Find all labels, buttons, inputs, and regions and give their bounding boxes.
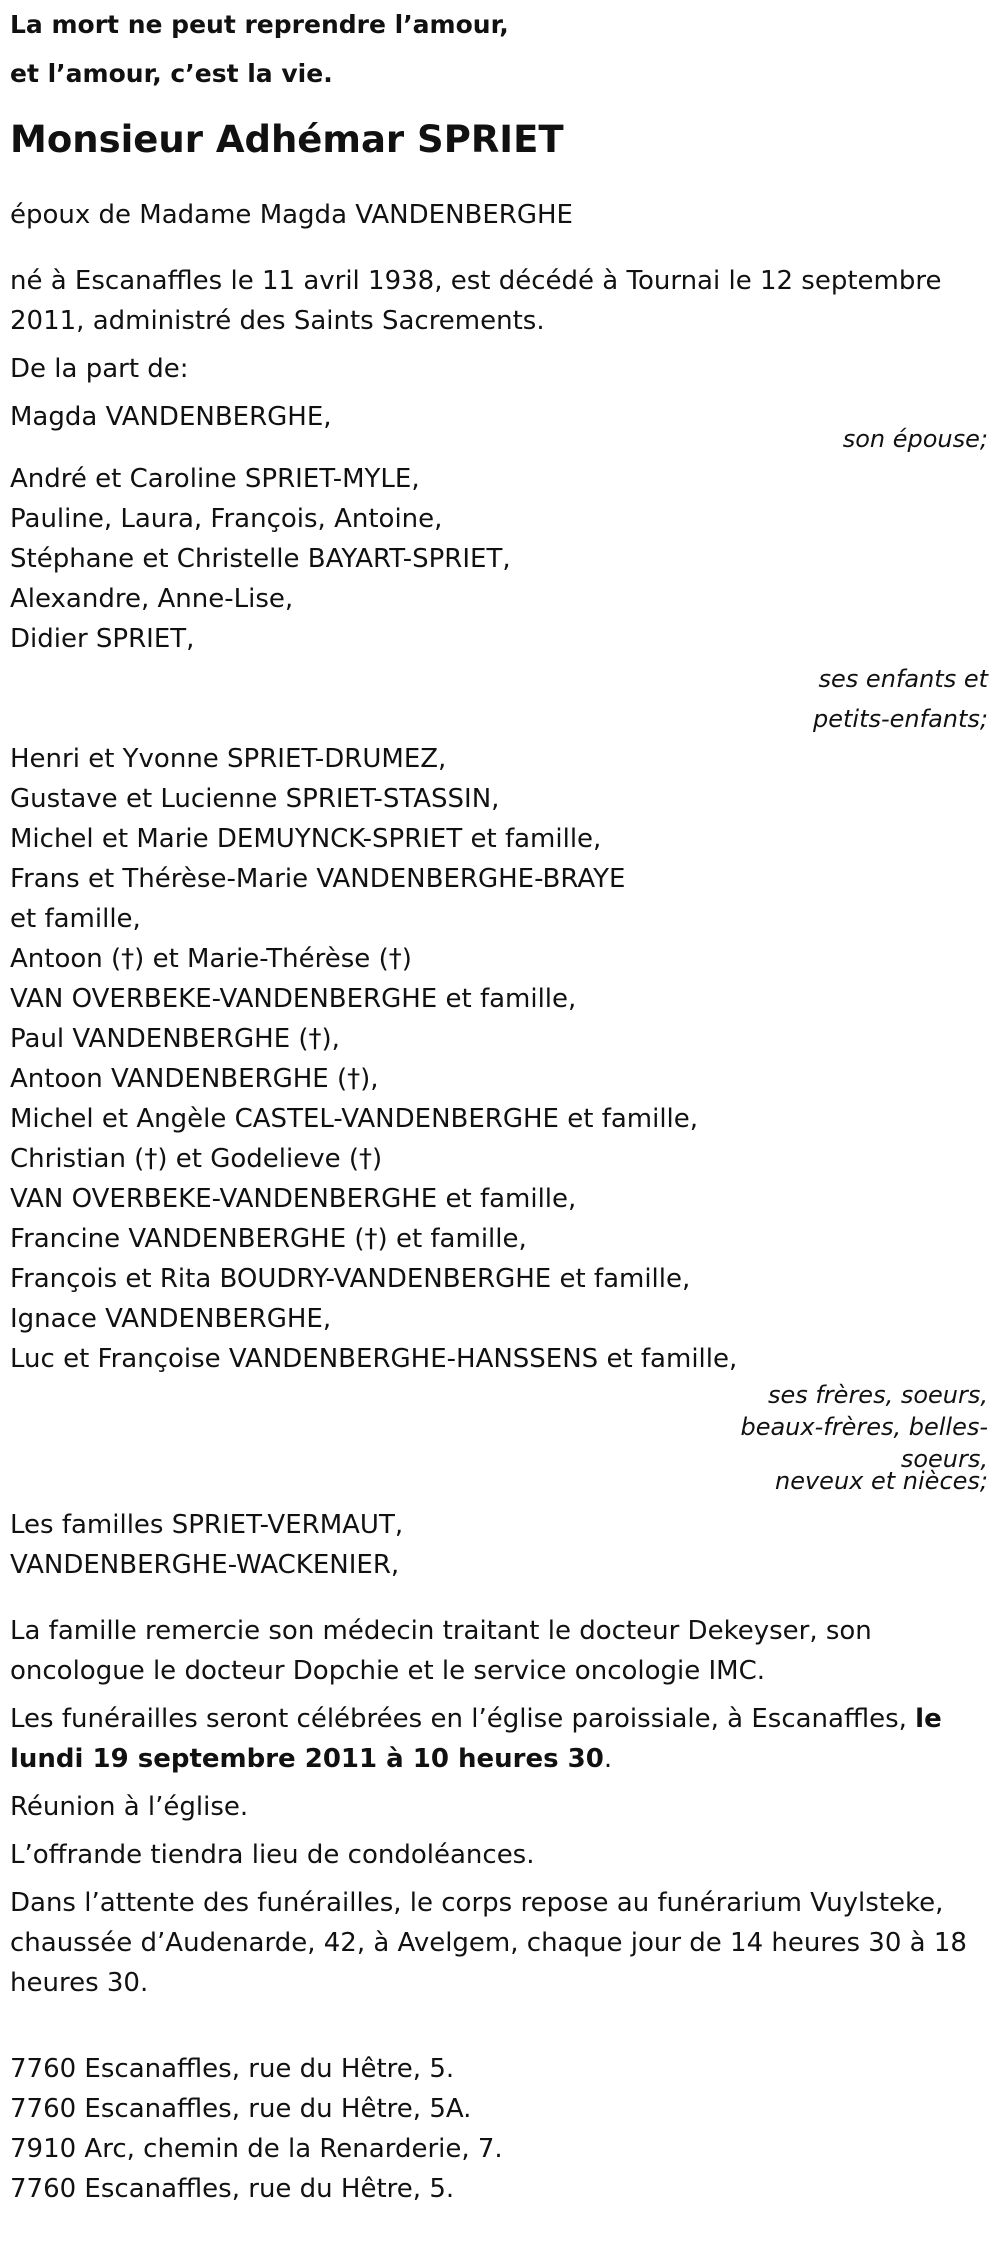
addresses-list (10, 2049, 1000, 2209)
role-children: ses enfants et (818, 665, 988, 693)
list-item: Antoon VANDENBERGHE (†), (10, 1064, 379, 1094)
thanks-paragraph (10, 1611, 1000, 1691)
address-line: 7760 Escanaffles, rue du Hêtre, 5. (10, 2054, 455, 2084)
list-item: VAN OVERBEKE-VANDENBERGHE et famille, (10, 984, 577, 1014)
list-item: Henri et Yvonne SPRIET-DRUMEZ, (10, 744, 447, 774)
list-item: François et Rita BOUDRY-VANDENBERGHE et famille, (10, 1264, 691, 1294)
list-item: Francine VANDENBERGHE (†) et famille, (10, 1224, 527, 1254)
funeral-end: . (603, 1744, 613, 1774)
deceased-name: Monsieur Adhémar SPRIET (10, 118, 564, 161)
epigraph-line: La mort ne peut reprendre l’amour, (10, 10, 509, 39)
list-item: et famille, (10, 904, 141, 934)
families-line: VANDENBERGHE-WACKENIER, (10, 1550, 400, 1580)
list-item: Michel et Marie DEMUYNCK-SPRIET et famille, (10, 824, 602, 854)
list-item: Ignace VANDENBERGHE, (10, 1304, 332, 1334)
children-list (10, 459, 1000, 659)
funeral-paragraph (10, 1699, 1000, 1779)
role-siblings-line: neveux et nièces; (775, 1467, 988, 1495)
list-item: Didier SPRIET, (10, 624, 195, 654)
waiting-line: chaussée d’Audenarde, 42, à Avelgem, chaque jour de 14 heures 30 à 18 (10, 1928, 967, 1958)
spouse-line: époux de Madame Magda VANDENBERGHE (10, 200, 573, 230)
address-line: 7760 Escanaffles, rue du Hêtre, 5A. (10, 2094, 472, 2124)
list-item: Frans et Thérèse-Marie VANDENBERGHE-BRAYE (10, 864, 626, 894)
reunion-line: Réunion à l’église. (10, 1792, 249, 1822)
role-siblings-line: beaux-frères, belles- (740, 1413, 988, 1441)
role-siblings-line: soeurs, (900, 1445, 988, 1473)
from-label: De la part de: (10, 354, 189, 384)
list-item: Stéphane et Christelle BAYART-SPRIET, (10, 544, 511, 574)
address-line: 7910 Arc, chemin de la Renarderie, 7. (10, 2134, 503, 2164)
list-item: Alexandre, Anne-Lise, (10, 584, 294, 614)
siblings-list (10, 739, 1000, 1379)
thanks-line: La famille remercie son médecin traitant le docteur Dekeyser, son (10, 1616, 872, 1646)
waiting-line: heures 30. (10, 1968, 149, 1998)
funeral-date: lundi 19 septembre 2011 à 10 heures 30 (10, 1744, 604, 1774)
funeral-text: Les funérailles seront célébrées en l’église paroissiale, à Escanaffles, (10, 1704, 907, 1734)
role-siblings (10, 1379, 1000, 1497)
role-siblings-line: ses frères, soeurs, (767, 1381, 988, 1409)
role-children: petits-enfants; (813, 705, 988, 733)
list-item: Christian (†) et Godelieve (†) (10, 1144, 383, 1174)
address-line: 7760 Escanaffles, rue du Hêtre, 5. (10, 2174, 455, 2204)
wife-name: Magda VANDENBERGHE, (10, 402, 332, 432)
list-item: Antoon (†) et Marie-Thérèse (†) (10, 944, 412, 974)
families-line: Les familles SPRIET-VERMAUT, (10, 1510, 404, 1540)
list-item: André et Caroline SPRIET-MYLE, (10, 464, 420, 494)
list-item: Paul VANDENBERGHE (†), (10, 1024, 340, 1054)
epigraph (10, 0, 1000, 98)
waiting-paragraph (10, 1883, 1000, 2003)
funeral-date-prefix: le (915, 1704, 942, 1734)
waiting-line: Dans l’attente des funérailles, le corps repose au funérarium Vuylsteke, (10, 1888, 944, 1918)
epigraph-line: et l’amour, c’est la vie. (10, 59, 333, 88)
role-wife: son épouse; (842, 425, 988, 453)
list-item: Luc et Françoise VANDENBERGHE-HANSSENS et famille, (10, 1344, 738, 1374)
offering-line: L’offrande tiendra lieu de condoléances. (10, 1840, 535, 1870)
birth-death-line: né à Escanaffles le 11 avril 1938, est décédé à Tournai le 12 septembre (10, 266, 942, 296)
list-item: Gustave et Lucienne SPRIET-STASSIN, (10, 784, 500, 814)
birth-death-line: 2011, administré des Saints Sacrements. (10, 306, 545, 336)
list-item: Michel et Angèle CASTEL-VANDENBERGHE et famille, (10, 1104, 699, 1134)
thanks-line: oncologue le docteur Dopchie et le service oncologie IMC. (10, 1656, 766, 1686)
list-item: Pauline, Laura, François, Antoine, (10, 504, 443, 534)
list-item: VAN OVERBEKE-VANDENBERGHE et famille, (10, 1184, 577, 1214)
